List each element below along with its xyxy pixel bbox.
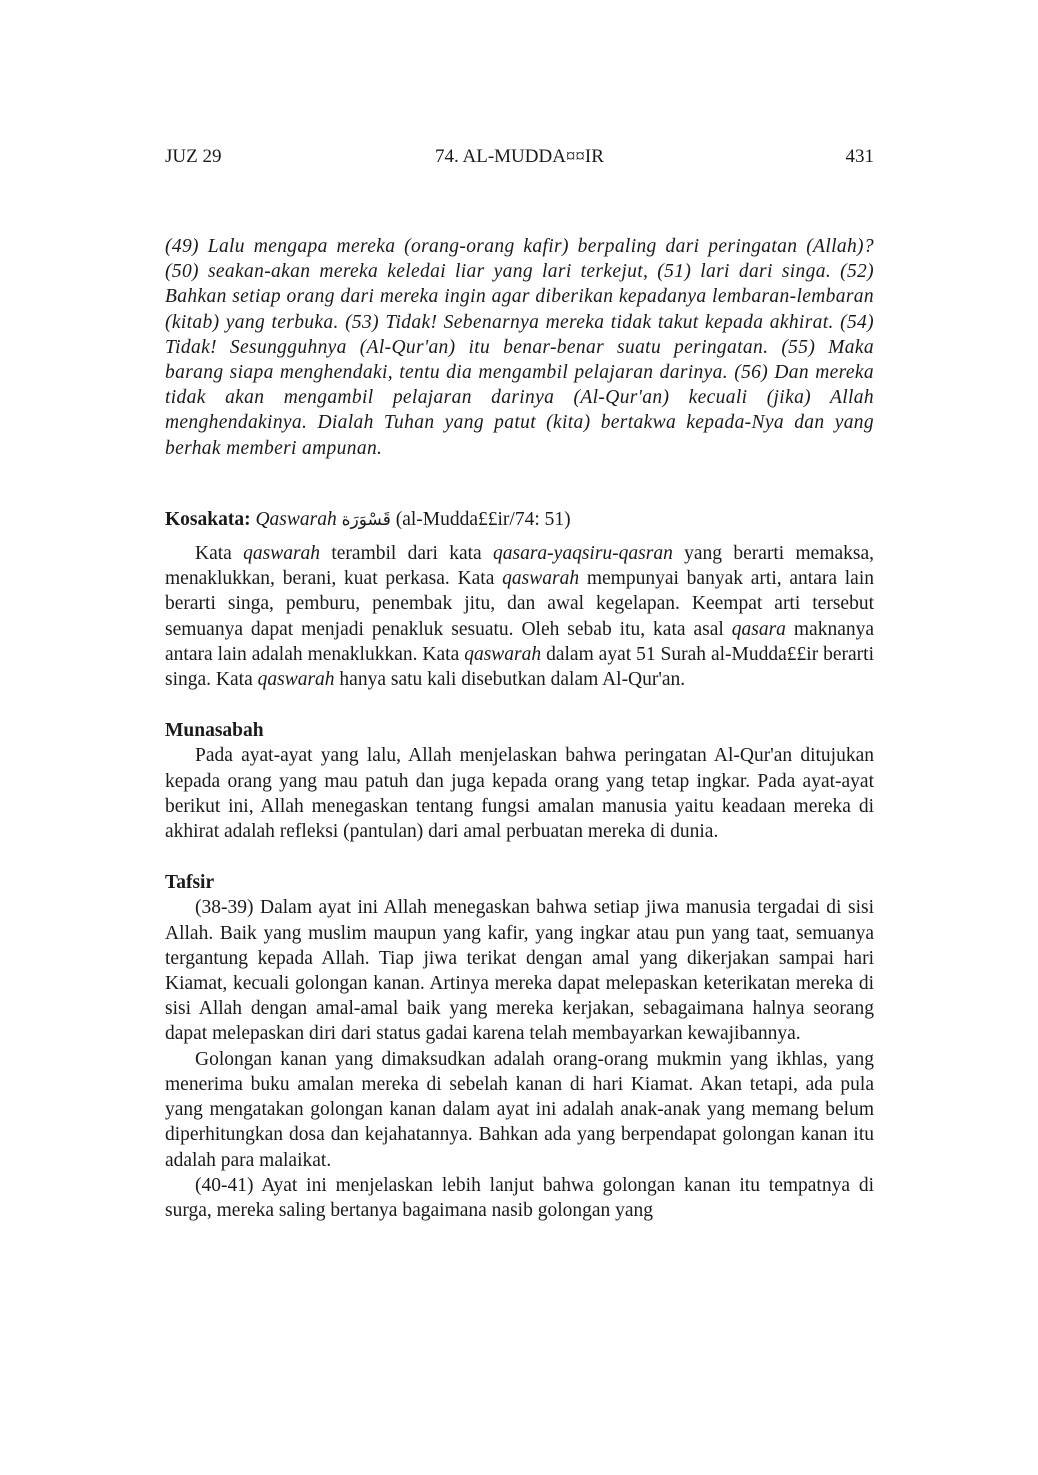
verse-translation: (49) Lalu mengapa mereka (orang-orang kafir) berpaling dari peringatan (Allah)? (50) seakan-akan mereka keledai liar yang lari terkejut, (51) lari dari singa. (52) Bahkan setiap orang dari mereka ingin agar diberikan kepadanya lembaran-lembaran (kitab) yang terbuka. (53) Tidak! Sebenarnya mereka tidak takut kepada akhirat. (54) Tidak! Sesungguhnya (Al-Qur'an) itu benar-benar suatu peringatan. (55) Maka barang siapa menghendaki, tentu dia mengambil pelajaran darinya. (56) Dan mereka tidak akan mengambil pelajaran darinya (Al-Qur'an) kecuali (jika) Allah menghendakinya. Dialah Tuhan yang patut (kita) bertakwa kepada-Nya dan yang berhak memberi ampunan. — [165, 236, 874, 459]
tafsir-heading: Tafsir — [165, 872, 215, 894]
page-number: 431 — [845, 146, 874, 167]
munasabah-paragraph: Pada ayat-ayat yang lalu, Allah menjelaskan bahwa peringatan Al-Qur'an ditujukan kepada orang yang mau patuh dan juga kepada orang yang tetap ingkar. Pada ayat-ayat berikut ini, Allah menegaskan tentang fungsi amalan manusia yaitu keadaan mereka di akhirat adalah refleksi (pantulan) dari amal perbuatan mereka di dunia. — [165, 745, 874, 843]
kosakata-heading — [165, 507, 874, 533]
munasabah-heading: Munasabah — [165, 720, 264, 742]
page-content — [165, 234, 874, 1223]
tafsir-paragraph: (38-39) Dalam ayat ini Allah menegaskan bahwa setiap jiwa manusia tergadai di sisi Allah. Baik yang muslim maupun yang kafir, yang ingkar atau pun yang taat, semuanya tergantung kepada Allah. Tiap jiwa terikat dengan amal yang dikerjakan sampai hari Kiamat, kecuali golongan kanan. Artinya mereka dapat melepaskan keterikatan mereka di sisi Allah dengan amal-amal baik yang mereka kerjakan, sebagaimana halnya seorang dapat melepaskan diri dari status gadai karena telah membayarkan kewajibannya. — [165, 897, 874, 1045]
running-header — [165, 146, 874, 174]
kosakata-reference: (al-Mudda££ir/74: 51) — [395, 508, 571, 530]
kosakata-arabic: قَسْوَرَة — [341, 509, 391, 530]
tafsir-paragraph: Golongan kanan yang dimaksudkan adalah orang-orang mukmin yang ikhlas, yang menerima buku amalan mereka di sebelah kanan di hari Kiamat. Akan tetapi, ada pula yang mengatakan golongan kanan dalam ayat ini adalah anak-anak yang memang belum diperhitungkan dosa dan kejahatannya. Bahkan ada yang berpendapat golongan kanan itu adalah para malaikat. — [165, 1048, 874, 1171]
surah-title: 74. AL-MUDDA¤¤IR — [435, 146, 604, 167]
juz-label: JUZ 29 — [165, 146, 222, 167]
kosakata-paragraph: Kata qaswarah terambil dari kata qasara-yaqsiru-qasran yang berarti memaksa, menaklukkan, berani, kuat perkasa. Kata qaswarah mempunyai banyak arti, antara lain berarti singa, pemburu, penembak jitu, dan awal kegelapan. Keempat arti tersebut semuanya dapat menjadi penakluk sesuatu. Oleh sebab itu, kata asal qasara maknanya antara lain adalah menaklukkan. Kata qaswarah dalam ayat 51 Surah al-Mudda££ir berarti singa. Kata qaswarah hanya satu kali disebutkan dalam Al-Qur'an. — [165, 543, 875, 691]
tafsir-paragraph: (40-41) Ayat ini menjelaskan lebih lanjut bahwa golongan kanan itu tempatnya di surga, mereka saling bertanya bagaimana nasib golongan yang — [165, 1174, 874, 1221]
kosakata-label: Kosakata: — [165, 508, 251, 530]
kosakata-term: Qaswarah — [255, 508, 337, 530]
